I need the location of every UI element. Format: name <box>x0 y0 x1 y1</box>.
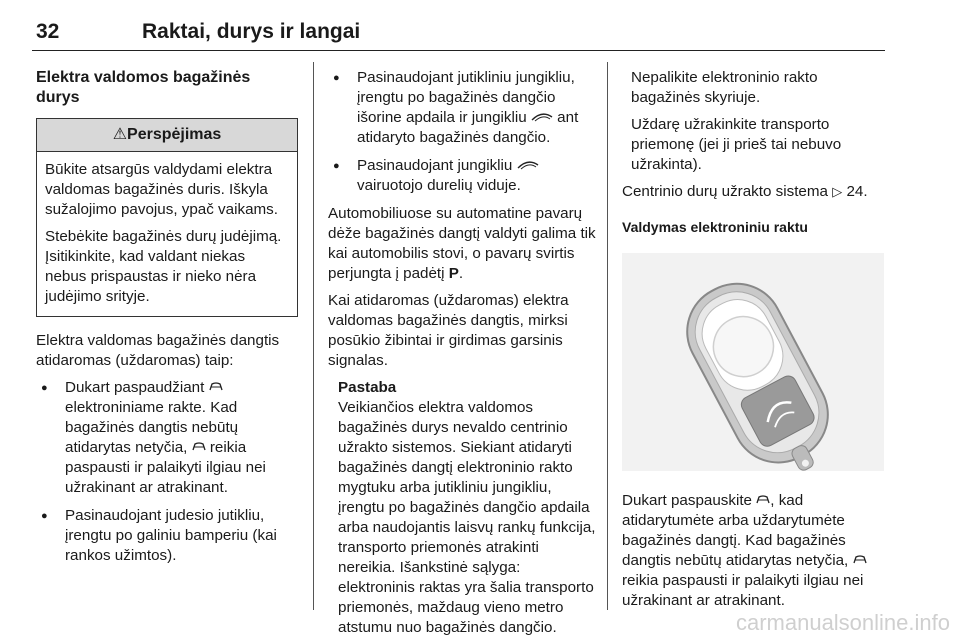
page-header <box>32 18 885 51</box>
section-heading: Elektra valdomos bagažinės durys <box>36 69 251 106</box>
page-number: 32 <box>36 20 60 43</box>
note-text: Veikiančios elektra valdomos bagažinės durys nevaldo centrinio užrakto sistemos. Siekiant atidaryti bagažinės dangtį elektroninio rakto mygtuku arba jutikliniu jungikliu, įrengtu po bagažinės dangčio apdaila arba naudojantis laisvų rankų funkcija, transporto priemonės atrakinti nereikia. Išankstinė sąlyga: elektroninis raktas yra šalia transporto priemonės, maždaug vieno metro atstumu nuo bagažinės dangčio. <box>338 399 596 636</box>
tailgate-button-icon <box>192 441 206 452</box>
warning-text: Stebėkite bagažinės durų judėjimą. Įsitikinkite, kad valdant niekas nebus prispaustas ir nieko nėra judėjimo srityje. <box>45 228 282 305</box>
warning-body <box>37 152 297 316</box>
paragraph: Kai atidaromas (uždaromas) elektra valdomas bagažinės dangtis, mirksi posūkio žibintai ir girdimas garsinis signalas. <box>328 292 569 369</box>
paragraph: Dukart paspauskite , kad atidarytumėte arba uždarytumėte bagažinės dangtį. Kad bagažinės dangtis nebūtų atidarytas netyčia, reikia paspausti ir palaikyti ilgiau nei užrakinant ar atrakinant. <box>622 491 890 611</box>
tailgate-button-icon <box>853 554 867 565</box>
warning-icon: ⚠ <box>112 126 128 143</box>
warning-text: Būkite atsargūs valdydami elektra valdomas bagažinės duris. Iškyla sužalojimo pavojus, ypač vaikams. <box>45 161 278 218</box>
sub-heading: Valdymas elektroniniu raktu <box>622 219 808 235</box>
list-item: ● Pasinaudojant judesio jutikliu, įrengtu po galiniu bamperiu (kai rankos užimtos). <box>36 506 298 566</box>
list-item: ● Pasinaudojant jungikliu vairuotojo durelių viduje. <box>328 156 596 196</box>
tailgate-switch-icon <box>531 112 553 122</box>
paragraph: Uždarę užrakinkite transporto priemonę (jei ji prieš tai nebuvo užrakinta). <box>631 116 842 173</box>
intro-paragraph: Elektra valdomas bagažinės dangtis atidaromas (uždaromas) taip: <box>36 332 280 369</box>
note-box <box>328 378 596 638</box>
column-3 <box>622 68 890 618</box>
tailgate-switch-icon <box>517 160 539 170</box>
warning-box <box>36 118 298 317</box>
warning-header <box>37 119 297 152</box>
list-item: ● Dukart paspaudžiant elektroniniame rakte. Kad bagažinės dangtis nebūtų atidarytas netyčia, reikia paspausti ir palaikyti ilgiau nei užrakinant ar atrakinant. <box>36 378 298 498</box>
bullet-list <box>36 378 298 566</box>
tailgate-button-icon <box>209 381 223 392</box>
bullet-list <box>328 68 596 196</box>
page-arrow-icon: ▷ <box>832 185 843 200</box>
list-item: ● Pasinaudojant jutikliniu jungikliu, įrengtu po bagažinės dangčio išorine apdaila ir jungikliu ant atidaryto bagažinės dangčio. <box>328 68 596 148</box>
chapter-title: Raktai, durys ir langai <box>142 20 361 43</box>
electronic-key-illustration <box>622 253 884 471</box>
column-divider <box>313 62 314 610</box>
column-1 <box>36 68 298 574</box>
column-2 <box>328 68 596 644</box>
note-title: Pastaba <box>338 379 397 396</box>
paragraph: Automobiliuose su automatine pavarų dėže bagažinės dangtį valdyti galima tik kai automobilis stovi, o pavarų svirtis perjungta į padėtį P. <box>328 205 596 282</box>
watermark: carmanualsonline.info <box>735 610 950 635</box>
cross-reference: Centrinio durų užrakto sistema ▷ 24. <box>622 183 868 200</box>
tailgate-button-icon <box>756 494 770 505</box>
paragraph: Nepalikite elektroninio rakto bagažinės skyriuje. <box>631 69 818 106</box>
warning-title: Perspėjimas <box>127 126 222 143</box>
column-divider <box>607 62 608 610</box>
